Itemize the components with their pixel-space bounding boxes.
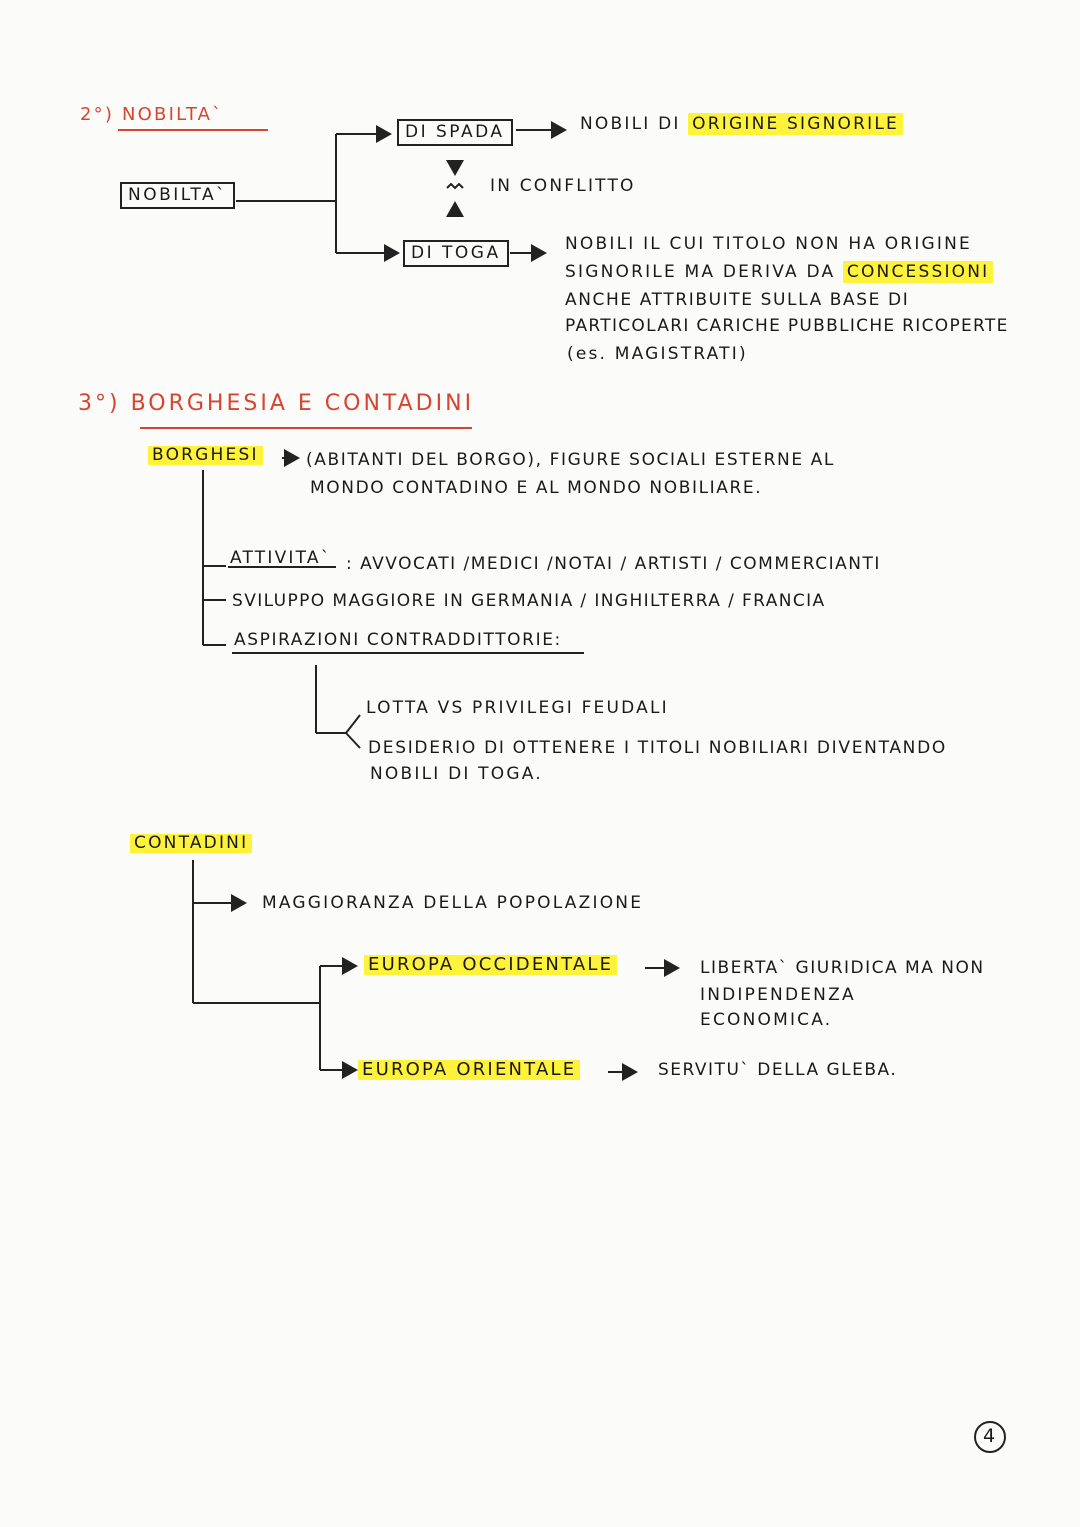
toga-highlight: CONCESSIONI xyxy=(843,261,994,283)
toga-desc-line2: SIGNORILE MA DERIVA DA CONCESSIONI xyxy=(565,264,993,281)
desiderio-line2: NOBILI DI TOGA. xyxy=(370,764,543,784)
node-di-spada: DI SPADA xyxy=(397,119,513,146)
toga-desc-line1: NOBILI IL CUI TITOLO NON HA ORIGINE xyxy=(565,234,972,254)
attivita-value: : AVVOCATI /MEDICI /NOTAI / ARTISTI / COMMERCIANTI xyxy=(346,554,881,574)
europa-occidentale: EUROPA OCCIDENTALE xyxy=(364,955,617,975)
toga-desc-line4: PARTICOLARI CARICHE PUBBLICHE RICOPERTE xyxy=(565,316,1009,336)
lotta-text: LOTTA VS PRIVILEGI FEUDALI xyxy=(366,698,669,718)
orientale-desc: SERVITU` DELLA GLEBA. xyxy=(658,1060,898,1080)
attivita-label: ATTIVITA` xyxy=(230,548,332,568)
borghesi-desc-line1: (ABITANTI DEL BORGO), FIGURE SOCIALI ESTERNE AL xyxy=(306,450,835,470)
section-heading-borghesia: 3°) BORGHESIA E CONTADINI xyxy=(78,391,475,416)
occidentale-desc-line3: ECONOMICA. xyxy=(700,1010,833,1030)
occidentale-desc-line1: LIBERTA` GIURIDICA MA NON xyxy=(700,958,985,978)
occidentale-desc-line2: INDIPENDENZA xyxy=(700,985,856,1005)
sviluppo-text: SVILUPPO MAGGIORE IN GERMANIA / INGHILTERRA / FRANCIA xyxy=(232,591,826,611)
toga-desc-line3: ANCHE ATTRIBUITE SULLA BASE DI xyxy=(565,290,910,310)
toga-desc-line5: (es. MAGISTRATI) xyxy=(567,344,748,364)
node-di-toga: DI TOGA xyxy=(403,240,509,267)
spada-highlight: ORIGINE SIGNORILE xyxy=(688,113,903,135)
maggioranza-text: MAGGIORANZA DELLA POPOLAZIONE xyxy=(262,893,644,913)
page-number: 4 xyxy=(983,1425,996,1447)
borghesi-label: BORGHESI xyxy=(148,446,263,465)
conflict-label: IN CONFLITTO xyxy=(490,176,636,196)
europa-orientale: EUROPA ORIENTALE xyxy=(358,1060,580,1080)
desiderio-line1: DESIDERIO DI OTTENERE I TITOLI NOBILIARI DIVENTANDO xyxy=(368,738,947,758)
borghesi-desc-line2: MONDO CONTADINO E AL MONDO NOBILIARE. xyxy=(310,478,763,498)
spada-description: NOBILI DI ORIGINE SIGNORILE xyxy=(580,116,903,133)
node-nobilta: NOBILTA` xyxy=(120,182,235,209)
section-heading-nobilta: 2°) NOBILTA` xyxy=(80,104,224,125)
aspirazioni-label: ASPIRAZIONI CONTRADDITTORIE: xyxy=(234,630,562,650)
contadini-label: CONTADINI xyxy=(130,834,252,853)
